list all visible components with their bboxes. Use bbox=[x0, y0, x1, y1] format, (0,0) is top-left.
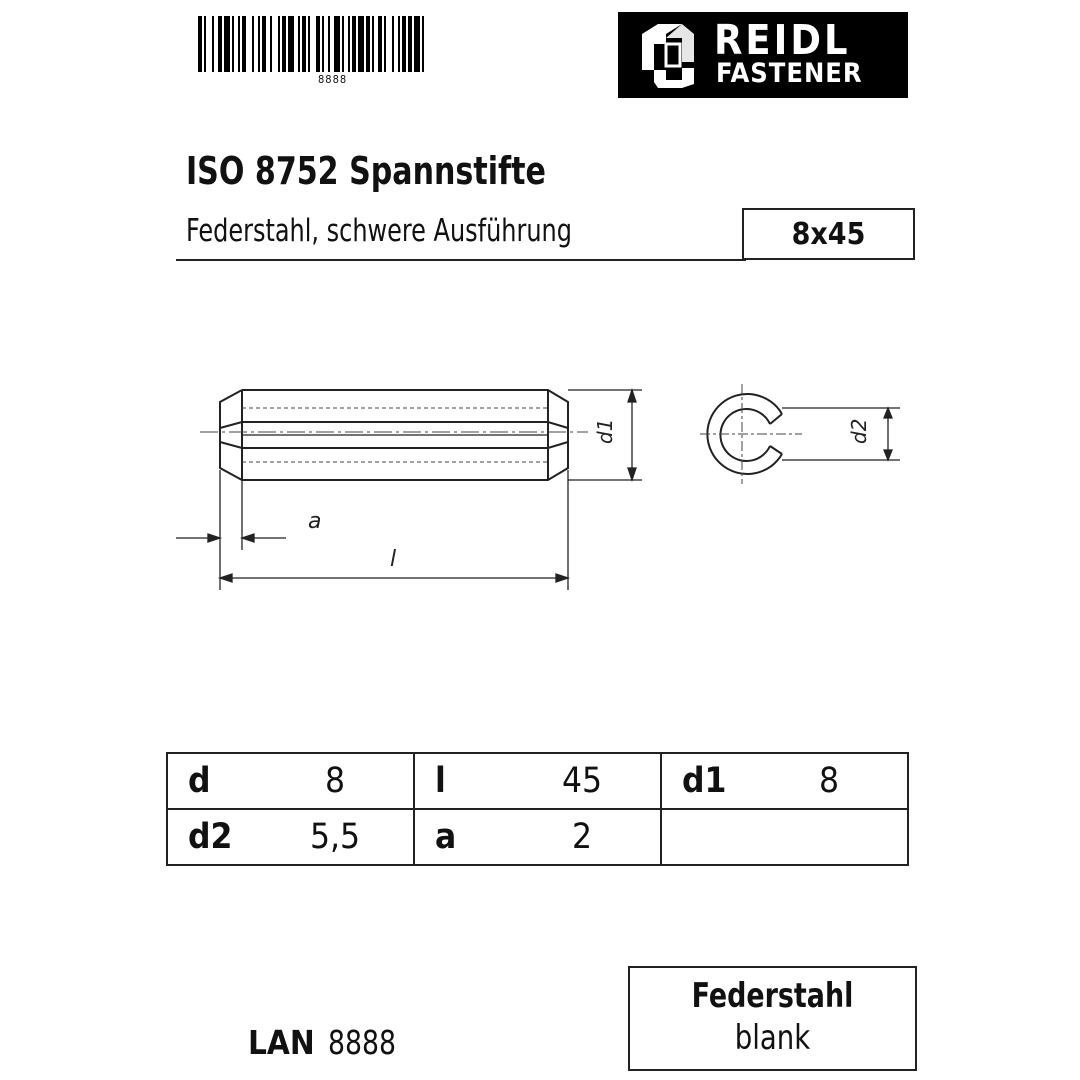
spec-value: 8 bbox=[257, 753, 414, 809]
material-box bbox=[628, 966, 917, 1071]
lan-label: LAN bbox=[248, 1023, 315, 1062]
spec-key: d bbox=[167, 753, 257, 809]
table-row bbox=[167, 809, 908, 865]
label-l: l bbox=[390, 547, 397, 572]
barcode bbox=[196, 16, 496, 74]
size-badge: 8x45 bbox=[742, 208, 915, 260]
barcode-number: 8888 bbox=[318, 73, 348, 86]
logo-text-fastener: FASTENER bbox=[716, 58, 863, 89]
label-d2: d2 bbox=[847, 418, 871, 444]
logo-text-reidl: REIDL bbox=[714, 16, 851, 64]
technical-drawing bbox=[160, 370, 920, 600]
spec-key: d2 bbox=[167, 809, 257, 865]
pin-side-view bbox=[220, 390, 568, 480]
spec-value bbox=[751, 809, 908, 865]
spec-key: l bbox=[414, 753, 504, 809]
spec-key bbox=[661, 809, 751, 865]
spec-value: 8 bbox=[751, 753, 908, 809]
material-name: Federstahl bbox=[691, 976, 854, 1016]
spec-key: a bbox=[414, 809, 504, 865]
logo-cube-icon bbox=[632, 22, 704, 90]
spec-key: d1 bbox=[661, 753, 751, 809]
page-subtitle: Federstahl, schwere Ausführung bbox=[186, 213, 573, 249]
label-d1: d1 bbox=[593, 418, 617, 444]
spec-value: 5,5 bbox=[257, 809, 414, 865]
title-divider bbox=[176, 259, 746, 261]
spec-table bbox=[166, 752, 909, 866]
label-a: a bbox=[308, 509, 322, 534]
table-row bbox=[167, 753, 908, 809]
lan-value: 8888 bbox=[328, 1023, 396, 1062]
spec-value: 45 bbox=[504, 753, 661, 809]
material-finish: blank bbox=[734, 1018, 811, 1058]
pin-end-view bbox=[700, 384, 802, 484]
page-title: ISO 8752 Spannstifte bbox=[186, 149, 546, 193]
spec-value: 2 bbox=[504, 809, 661, 865]
